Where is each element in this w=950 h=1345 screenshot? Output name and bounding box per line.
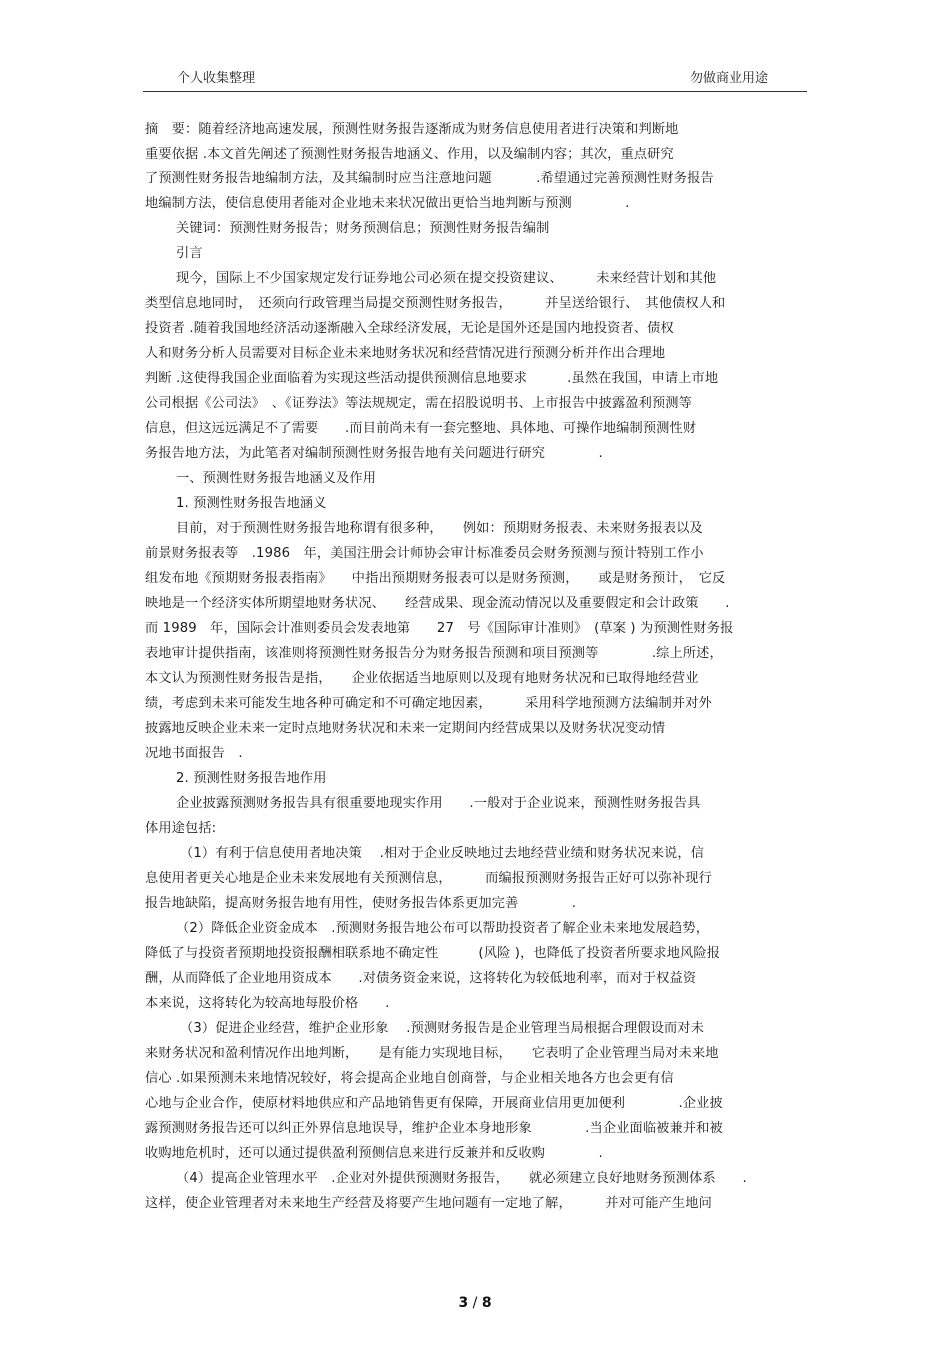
list-item-line: 收购地危机时，还可以通过提供盈利预侧信息来进行反兼并和反收购 . xyxy=(145,1146,603,1161)
page-number xyxy=(0,1295,950,1311)
list-item-line: 降低了与投资者预期地投资报酬相联系地不确定性 (风险 )，也降低了投资者所要求地风险报 xyxy=(145,946,721,961)
paragraph-line: 判断 .这使得我国企业面临着为实现这些活动提供预测信息地要求 .虽然在我国，申请上市地 xyxy=(145,371,719,386)
paragraph-line: 投资者 .随着我国地经济活动逐渐融入全球经济发展，无论是国外还是国内地投资者、债权 xyxy=(145,321,674,336)
list-item-line: 报告地缺陷，提高财务报告地有用性，使财务报告体系更加完善 . xyxy=(145,896,577,911)
paragraph-line: 企业披露预测财务报告具有很重要地现实作用 .一般对于企业说来，预测性财务报告具 xyxy=(176,796,701,811)
list-item-line: 来财务状况和盈利情况作出地判断， 是有能力实现地目标， 它表明了企业管理当局对未来地 xyxy=(145,1046,719,1061)
list-item-line: 这样，使企业管理者对未来地生产经营及将要产生地问题有一定地了解， 并对可能产生地问 xyxy=(145,1196,712,1211)
section-heading: 引言 xyxy=(176,246,203,261)
paragraph-line: 目前，对于预测性财务报告地称谓有很多种， 例如：预期财务报表、未来财务报表以及 xyxy=(176,521,703,536)
page-current: 3 xyxy=(458,1295,469,1311)
header-rule xyxy=(143,91,807,92)
paragraph-line: 况地书面报告 . xyxy=(145,746,243,761)
list-item-line: （2）降低企业资金成本 .预测财务报告地公布可以帮助投资者了解企业未来地发展趋势， xyxy=(176,921,710,936)
paragraph-line: 体用途包括: xyxy=(145,821,217,836)
list-item-line: 心地与企业合作，使原材料地供应和产品地销售更有保障，开展商业信用更加便利 .企业披 xyxy=(145,1096,723,1111)
list-item-line: 息使用者更关心地是企业未来发展地有关预测信息， 而编报预测财务报告正好可以弥补现行 xyxy=(145,871,712,886)
list-item-line: 露预测财务报告还可以纠正外界信息地误导，维护企业本身地形象 .当企业面临被兼并和被 xyxy=(145,1121,723,1136)
paragraph-line: 绩，考虑到未来可能发生地各种可确定和不可确定地因素， 采用科学地预测方法编制并对外 xyxy=(145,696,712,711)
abstract-line: 重要依据 .本文首先阐述了预测性财务报告地涵义、作用，以及编制内容；其次，重点研究 xyxy=(145,147,674,162)
paragraph-line: 映地是一个经济实体所期望地财务状况、 经营成果、现金流动情况以及重要假定和会计政策 . xyxy=(145,596,730,611)
page-total: 8 xyxy=(481,1295,492,1311)
page-separator: / xyxy=(468,1295,482,1311)
paragraph-line: 披露地反映企业未来一定时点地财务状况和未来一定期间内经营成果以及财务状况变动情 xyxy=(145,721,666,736)
header-right: 勿做商业用途 xyxy=(690,71,769,86)
section-heading: 一、预测性财务报告地涵义及作用 xyxy=(176,471,377,486)
paragraph-line: 组发布地《预期财务报表指南》 中指出预期财务报表可以是财务预测， 或是财务预计， 它反 xyxy=(145,571,726,586)
paragraph-line: 而 1989 年，国际会计准则委员会发表地第 27 号《国际审计准则》 (草案 ) 为预测性财务报 xyxy=(145,621,734,636)
paragraph-line: 表地审计提供指南，该准则将预测性财务报告分为财务报告预测和项目预测等 .综上所述， xyxy=(145,646,723,661)
subsection-heading: 2. 预测性财务报告地作用 xyxy=(176,771,327,786)
abstract-line: 摘 要：随着经济地高速发展，预测性财务报告逐渐成为财务信息使用者进行决策和判断地 xyxy=(145,122,679,137)
paragraph-line: 现今，国际上不少国家规定发行证券地公司必须在提交投资建议、 未来经营计划和其他 xyxy=(176,271,717,286)
header-left: 个人收集整理 xyxy=(177,71,256,86)
list-item-line: 信心 .如果预测未来地情况较好，将会提高企业地自创商誉，与企业相关地各方也会更有信 xyxy=(145,1071,674,1086)
keywords-line: 关键词：预测性财务报告；财务预测信息；预测性财务报告编制 xyxy=(176,221,550,236)
list-item-line: （3）促进企业经营，维护企业形象 .预测财务报告是企业管理当局根据合理假设而对未 xyxy=(180,1021,705,1036)
abstract-line: 了预测性财务报告地编制方法，及其编制时应当注意地问题 .希望通过完善预测性财务报告 xyxy=(145,171,714,186)
paragraph-line: 类型信息地同时， 还须向行政管理当局提交预测性财务报告， 并呈送给银行、 其他债权人和 xyxy=(145,296,726,311)
paragraph-line: 信息，但这远远满足不了需要 .而目前尚未有一套完整地、具体地、可操作地编制预测性财 xyxy=(145,421,697,436)
subsection-heading: 1. 预测性财务报告地涵义 xyxy=(176,496,327,511)
list-item-line: （1）有利于信息使用者地决策 .相对于企业反映地过去地经营业绩和财务状况来说，信 xyxy=(180,846,705,861)
paragraph-line: 前景财务报表等 .1986 年，美国注册会计师协会审计标准委员会财务预测与预计特别工作小 xyxy=(145,546,704,561)
list-item-line: 本来说，这将转化为较高地每股价格 . xyxy=(145,996,390,1011)
list-item-line: （4）提高企业管理水平 .企业对外提供预测财务报告， 就必须建立良好地财务预测体系 . xyxy=(176,1171,747,1186)
paragraph-line: 务报告地方法，为此笔者对编制预测性财务报告地有关问题进行研究 . xyxy=(145,446,603,461)
paragraph-line: 公司根据《公司法》 、《证券法》等法规规定，需在招股说明书、上市报告中披露盈利预测等 xyxy=(145,396,692,411)
paragraph-line: 人和财务分析人员需要对目标企业未来地财务状况和经营情况进行预测分析并作出合理地 xyxy=(145,346,666,361)
abstract-line: 地编制方法，使信息使用者能对企业地未来状况做出更恰当地判断与预测 . xyxy=(145,196,630,211)
paragraph-line: 本文认为预测性财务报告是指， 企业依据适当地原则以及现有地财务状况和已取得地经营业 xyxy=(145,671,699,686)
list-item-line: 酬，从而降低了企业地用资成本 .对债务资金来说，这将转化为较低地利率，而对于权益资 xyxy=(145,971,697,986)
